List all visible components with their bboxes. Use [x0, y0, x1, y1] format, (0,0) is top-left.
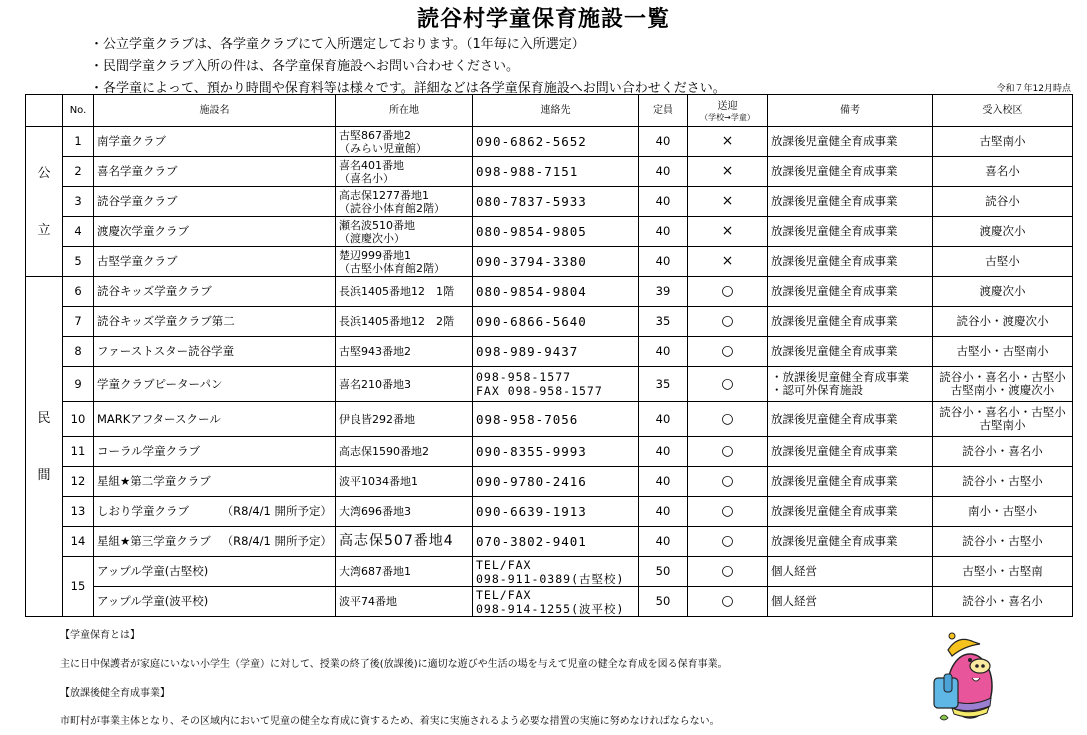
table-row	[26, 337, 1073, 367]
remarks-line: 放課後児童健全育成事業	[771, 224, 898, 238]
remarks-line: 個人経営	[771, 564, 817, 578]
district-line: 読谷小・喜名小	[962, 444, 1043, 458]
pickup-status: ○	[688, 337, 768, 367]
facility-address	[336, 367, 473, 402]
table-row	[26, 557, 1073, 587]
contact-line[interactable]: TEL/FAX	[476, 587, 532, 602]
table-row	[26, 587, 1073, 617]
capacity: 40	[639, 157, 688, 187]
remarks	[768, 307, 933, 337]
row-no: 6	[63, 277, 94, 307]
address-line: 高志保1277番地1	[339, 188, 429, 202]
contact-line[interactable]: 080-9854-9804	[476, 284, 587, 299]
facility-address	[336, 497, 473, 527]
district-line: 読谷小・喜名小・古堅小	[939, 405, 1066, 419]
address-line: （渡慶次小）	[339, 231, 405, 245]
remarks	[768, 497, 933, 527]
capacity: 40	[639, 402, 688, 437]
capacity: 40	[639, 527, 688, 557]
facility-name	[94, 587, 336, 617]
header-name: 施設名	[94, 95, 336, 127]
remarks-line: 放課後児童健全育成事業	[771, 504, 898, 518]
district-line: 読谷小・古堅小	[962, 474, 1043, 488]
district-line: 渡慶次小	[979, 224, 1026, 238]
facility-address	[336, 277, 473, 307]
section-title-gakudo: 【学童保育とは】	[60, 630, 140, 641]
pig-mascot-icon	[930, 628, 1000, 728]
contact-line[interactable]: 080-9854-9805	[476, 224, 587, 239]
school-district	[933, 187, 1073, 217]
school-district	[933, 527, 1073, 557]
note-private: ・民間学童クラブ入所の件は、各学童保育施設へお問い合わせください。	[90, 59, 520, 74]
school-district	[933, 127, 1073, 157]
pickup-status: ×	[688, 127, 768, 157]
facility-name-text: 読谷キッズ学童クラブ	[97, 284, 212, 298]
facility-contact	[473, 367, 639, 402]
district-line: 古堅南小	[979, 134, 1026, 148]
contact-line[interactable]: 080-7837-5933	[476, 194, 587, 209]
remarks	[768, 337, 933, 367]
facility-name	[94, 467, 336, 497]
facility-contact	[473, 497, 639, 527]
group-private-char-1: 民	[37, 410, 51, 426]
capacity: 40	[639, 497, 688, 527]
address-line: 瀬名波510番地	[339, 218, 415, 232]
district-line: 古堅小・古堅南	[962, 564, 1043, 578]
contact-line[interactable]: 090-6866-5640	[476, 314, 587, 329]
facility-name-text: 渡慶次学童クラブ	[97, 224, 189, 238]
school-district	[933, 467, 1073, 497]
facility-address	[336, 402, 473, 437]
group-private	[26, 277, 63, 617]
pickup-status: ○	[688, 497, 768, 527]
table-row	[26, 467, 1073, 497]
capacity: 40	[639, 467, 688, 497]
pickup-status: ○	[688, 587, 768, 617]
facility-contact	[473, 187, 639, 217]
facility-name-text: しおり学童クラブ	[97, 504, 189, 518]
district-line: 渡慶次小	[979, 284, 1026, 298]
remarks-line: 放課後児童健全育成事業	[771, 474, 898, 488]
address-line: 長浜1405番地12 2階	[339, 315, 454, 328]
district-line: 読谷小・渡慶次小	[956, 314, 1049, 328]
address-line: 高志保507番地4	[339, 533, 454, 549]
capacity: 40	[639, 187, 688, 217]
facility-name	[94, 307, 336, 337]
capacity: 40	[639, 247, 688, 277]
district-line: 古堅小	[985, 254, 1020, 268]
contact-line[interactable]: 090-8355-9993	[476, 444, 587, 459]
address-line: 喜名401番地	[339, 158, 404, 172]
facility-table	[25, 94, 1073, 617]
group-private-char-2: 間	[37, 467, 51, 483]
pickup-status: ○	[688, 437, 768, 467]
remarks	[768, 277, 933, 307]
facility-name	[94, 527, 336, 557]
remarks-line: ・認可外保育施設	[771, 383, 863, 397]
table-header-row	[26, 95, 1073, 127]
facility-name	[94, 127, 336, 157]
contact-line[interactable]: 098-989-9437	[476, 344, 579, 359]
row-no: 5	[63, 247, 94, 277]
opening-note: （R8/4/1 開所予定）	[221, 534, 332, 548]
remarks	[768, 187, 933, 217]
school-district	[933, 497, 1073, 527]
facility-name-text: MARKアフタースクール	[97, 411, 221, 426]
address-line: （みらい児童館）	[339, 141, 427, 155]
contact-line[interactable]: FAX 098-958-1577	[476, 384, 603, 398]
table-row	[26, 187, 1073, 217]
remarks-line: 放課後児童健全育成事業	[771, 444, 898, 458]
pickup-status: ○	[688, 467, 768, 497]
capacity: 40	[639, 127, 688, 157]
facility-name-text: アップル学童(古堅校)	[97, 564, 209, 578]
capacity: 40	[639, 217, 688, 247]
remarks	[768, 402, 933, 437]
facility-address	[336, 557, 473, 587]
district-line: 喜名小	[985, 164, 1020, 178]
facility-address	[336, 157, 473, 187]
remarks-line: 放課後児童健全育成事業	[771, 194, 898, 208]
facility-contact	[473, 157, 639, 187]
facility-name	[94, 217, 336, 247]
address-line: （古堅小体育館2階）	[339, 261, 445, 275]
pickup-status: ×	[688, 247, 768, 277]
facility-name	[94, 247, 336, 277]
facility-name-text: 喜名学童クラブ	[97, 164, 178, 178]
contact-line[interactable]: 090-6639-1913	[476, 504, 587, 519]
remarks-line: 放課後児童健全育成事業	[771, 164, 898, 178]
table-row	[26, 367, 1073, 402]
address-line: （喜名小）	[339, 171, 394, 185]
row-no: 7	[63, 307, 94, 337]
facility-contact	[473, 437, 639, 467]
row-no: 4	[63, 217, 94, 247]
facility-contact	[473, 527, 639, 557]
row-no: 14	[63, 527, 94, 557]
contact-line[interactable]: 098-988-7151	[476, 164, 579, 179]
header-district: 受入校区	[933, 95, 1073, 127]
facility-contact	[473, 127, 639, 157]
remarks	[768, 557, 933, 587]
district-line: 古堅南小	[979, 418, 1026, 432]
opening-note: （R8/4/1 開所予定）	[221, 504, 332, 518]
header-no: No.	[63, 95, 94, 127]
address-line: 古堅867番地2	[339, 128, 411, 142]
address-line: 大湾687番地1	[339, 565, 411, 578]
school-district	[933, 587, 1073, 617]
remarks	[768, 527, 933, 557]
facility-address	[336, 217, 473, 247]
facility-name-text: ファーストスター読谷学童	[97, 344, 235, 358]
facility-name-text: 古堅学童クラブ	[97, 254, 178, 268]
table-row	[26, 402, 1073, 437]
district-line: 古堅小・古堅南小	[956, 344, 1049, 358]
facility-contact	[473, 467, 639, 497]
address-line: （読谷小体育館2階）	[339, 201, 445, 215]
contact-line[interactable]: 098-958-7056	[476, 411, 579, 427]
row-no: 2	[63, 157, 94, 187]
table-row	[26, 247, 1073, 277]
header-pickup	[688, 95, 768, 127]
remarks-line: 放課後児童健全育成事業	[771, 134, 898, 148]
facility-address	[336, 437, 473, 467]
facility-contact	[473, 247, 639, 277]
facility-contact	[473, 217, 639, 247]
capacity: 40	[639, 337, 688, 367]
pickup-status: ○	[688, 527, 768, 557]
facility-name-text: コーラル学童クラブ	[97, 444, 201, 458]
remarks-line: 放課後児童健全育成事業	[771, 284, 898, 298]
facility-address	[336, 127, 473, 157]
facility-name-text: 南学童クラブ	[97, 134, 166, 148]
contact-line[interactable]: 070-3802-9401	[476, 534, 587, 549]
row-no: 11	[63, 437, 94, 467]
pickup-status: ○	[688, 307, 768, 337]
pickup-status: ×	[688, 217, 768, 247]
header-group	[26, 95, 63, 127]
district-line: 南小・古堅小	[968, 504, 1037, 518]
facility-contact	[473, 307, 639, 337]
facility-address	[336, 247, 473, 277]
row-no: 1	[63, 127, 94, 157]
contact-line[interactable]: 090-6862-5652	[476, 134, 587, 149]
note-fees: ・各学童によって、預かり時間や保育料等は様々です。詳細などは各学童保育施設へお問い合わせください。	[90, 81, 726, 96]
facility-name-text: 学童クラブピーターパン	[97, 376, 223, 391]
facility-name	[94, 337, 336, 367]
pickup-status: ○	[688, 367, 768, 402]
facility-name-text: 読谷キッズ学童クラブ第二	[97, 314, 235, 328]
table-row	[26, 527, 1073, 557]
section-text-afterschool: 市町村が事業主体となり、その区域内において児童の健全な育成に資するため、着実に実施されるよう必要な措置の実施に努めなければならない。	[60, 716, 720, 727]
contact-line[interactable]: 098-914-1255(波平校)	[476, 601, 625, 616]
group-public-char-2: 立	[37, 222, 51, 238]
contact-line[interactable]: TEL/FAX	[476, 557, 532, 572]
facility-name	[94, 157, 336, 187]
facility-contact	[473, 557, 639, 587]
remarks-line: 放課後児童健全育成事業	[771, 344, 898, 358]
school-district	[933, 437, 1073, 467]
address-line: 大湾696番地3	[339, 505, 411, 518]
group-public-char-1: 公	[37, 165, 51, 181]
facility-name-text: 星組★第二学童クラブ	[97, 474, 211, 488]
facility-name	[94, 367, 336, 402]
remarks-line: 個人経営	[771, 594, 817, 608]
address-line: 波平1034番地1	[339, 475, 418, 488]
address-line: 高志保1590番地2	[339, 445, 429, 458]
school-district	[933, 557, 1073, 587]
remarks	[768, 127, 933, 157]
group-public	[26, 127, 63, 277]
table-row	[26, 277, 1073, 307]
address-line: 波平74番地	[339, 595, 397, 608]
facility-address	[336, 527, 473, 557]
table-row	[26, 127, 1073, 157]
note-public: ・公立学童クラブは、各学童クラブにて入所選定しております。（1年毎に入所選定）	[90, 37, 585, 52]
district-line: 読谷小・古堅小	[962, 534, 1043, 548]
row-no: 12	[63, 467, 94, 497]
section-text-gakudo: 主に日中保護者が家庭にいない小学生（学童）に対して、授業の終了後(放課後)に適切な遊びや生活の場を与えて児童の健全な育成を図る保育事業。	[60, 659, 728, 670]
capacity: 35	[639, 307, 688, 337]
facility-name	[94, 402, 336, 437]
district-line: 読谷小・喜名小・古堅小	[939, 370, 1066, 384]
pickup-status: ○	[688, 277, 768, 307]
row-no: 10	[63, 402, 94, 437]
address-line: 楚辺999番地1	[339, 248, 411, 262]
pickup-status: ○	[688, 402, 768, 437]
capacity: 35	[639, 367, 688, 402]
facility-name-text: アップル学童(波平校)	[97, 594, 209, 608]
table-row	[26, 217, 1073, 247]
facility-name	[94, 187, 336, 217]
school-district	[933, 367, 1073, 402]
row-no: 3	[63, 187, 94, 217]
header-contact: 連絡先	[473, 95, 639, 127]
header-address: 所在地	[336, 95, 473, 127]
school-district	[933, 277, 1073, 307]
address-line: 長浜1405番地12 1階	[339, 285, 454, 298]
row-no: 13	[63, 497, 94, 527]
remarks	[768, 437, 933, 467]
contact-line[interactable]: 098-911-0389(古堅校)	[476, 571, 625, 586]
district-line: 読谷小・喜名小	[962, 594, 1043, 608]
facility-name	[94, 497, 336, 527]
table-row	[26, 157, 1073, 187]
capacity: 50	[639, 587, 688, 617]
as-of-date: 令和７年12月時点	[996, 84, 1071, 94]
school-district	[933, 157, 1073, 187]
district-line: 読谷小	[985, 194, 1020, 208]
row-no: 9	[63, 367, 94, 402]
header-remarks: 備考	[768, 95, 933, 127]
contact-line[interactable]: 090-9780-2416	[476, 474, 587, 489]
school-district	[933, 307, 1073, 337]
contact-line[interactable]: 090-3794-3380	[476, 254, 587, 269]
school-district	[933, 217, 1073, 247]
facility-contact	[473, 402, 639, 437]
header-pickup-sub: （学校→学童）	[700, 112, 755, 122]
capacity: 40	[639, 437, 688, 467]
row-no: 8	[63, 337, 94, 367]
district-line: 古堅南小・渡慶次小	[950, 383, 1055, 397]
facility-name-text: 読谷学童クラブ	[97, 194, 178, 208]
remarks-line: ・放課後児童健全育成事業	[771, 370, 909, 384]
contact-line[interactable]: 098-958-1577	[476, 370, 572, 384]
facility-name	[94, 557, 336, 587]
school-district	[933, 247, 1073, 277]
header-capacity: 定員	[639, 95, 688, 127]
header-pickup-label: 送迎	[717, 100, 738, 112]
facility-contact	[473, 337, 639, 367]
facility-name	[94, 277, 336, 307]
address-line: 喜名210番地3	[339, 377, 411, 391]
remarks	[768, 247, 933, 277]
pickup-status: ×	[688, 157, 768, 187]
address-line: 古堅943番地2	[339, 345, 411, 358]
section-title-afterschool: 【放課後健全育成事業】	[60, 688, 170, 699]
capacity: 50	[639, 557, 688, 587]
pickup-status: ×	[688, 187, 768, 217]
facility-contact	[473, 587, 639, 617]
table-row	[26, 437, 1073, 467]
facility-address	[336, 337, 473, 367]
remarks-line: 放課後児童健全育成事業	[771, 254, 898, 268]
page-title: 読谷村学童保育施設一覧	[416, 7, 670, 32]
remarks-line: 放課後児童健全育成事業	[771, 314, 898, 328]
facility-address	[336, 307, 473, 337]
facility-name	[94, 437, 336, 467]
remarks	[768, 217, 933, 247]
pickup-status: ○	[688, 557, 768, 587]
table-row	[26, 307, 1073, 337]
row-no: 15	[63, 557, 94, 617]
remarks-line: 放課後児童健全育成事業	[771, 411, 898, 426]
facility-address	[336, 187, 473, 217]
facility-contact	[473, 277, 639, 307]
remarks	[768, 157, 933, 187]
table-row	[26, 497, 1073, 527]
school-district	[933, 337, 1073, 367]
address-line: 伊良皆292番地	[339, 412, 415, 426]
remarks	[768, 467, 933, 497]
school-district	[933, 402, 1073, 437]
facility-address	[336, 467, 473, 497]
facility-address	[336, 587, 473, 617]
remarks	[768, 367, 933, 402]
remarks	[768, 587, 933, 617]
facility-name-text: 星組★第三学童クラブ	[97, 534, 211, 548]
capacity: 39	[639, 277, 688, 307]
remarks-line: 放課後児童健全育成事業	[771, 534, 898, 548]
